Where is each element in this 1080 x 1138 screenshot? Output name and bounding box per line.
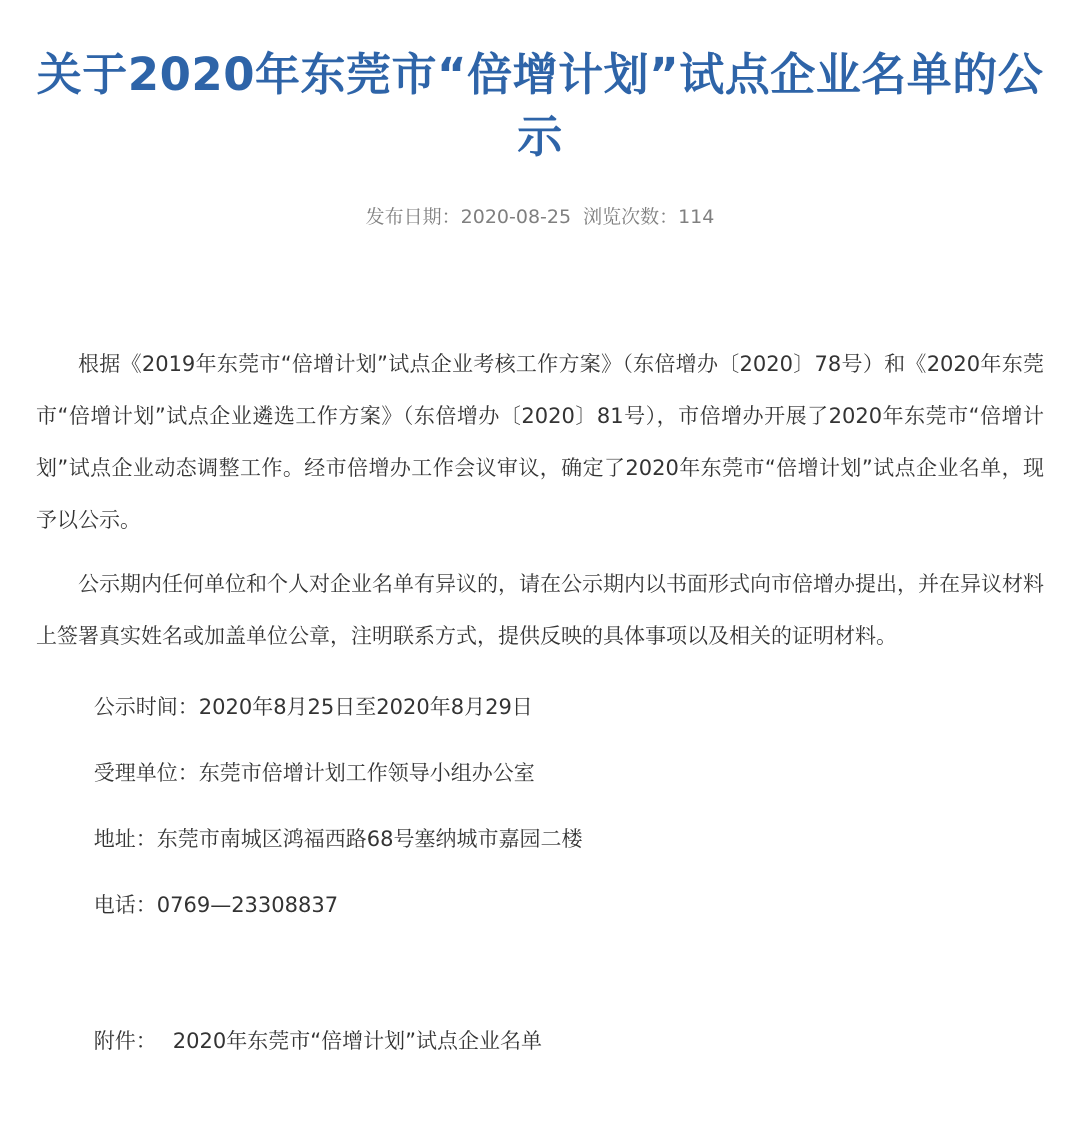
view-count-value: 114 bbox=[678, 206, 715, 228]
article-body bbox=[36, 338, 1044, 1056]
view-count-label: 浏览次数： bbox=[583, 206, 679, 228]
publish-date-value: 2020-08-25 bbox=[460, 206, 572, 228]
notice-period: 公示时间：2020年8月25日至2020年8月29日 bbox=[93, 695, 533, 719]
attachment bbox=[36, 1026, 1044, 1056]
body-paragraph-basis: 根据《2019年东莞市“倍增计划”试点企业考核工作方案》（东倍增办〔2020〕78号）和《2020年东莞市“倍增计划”试点企业遴选工作方案》（东倍增办〔2020〕81号），市倍增办开展了2020年东莞市“倍增计划”试点企业动态调整工作。经市倍增办工作会议审议，确定了2020年东莞市“倍增计划”试点企业名单，现予以公示。 bbox=[36, 352, 1044, 532]
page-title: 关于2020年东莞市“倍增计划”试点企业名单的公示 bbox=[36, 48, 1044, 163]
publish-date-label: 发布日期： bbox=[365, 206, 461, 228]
attachment-label: 附件： bbox=[93, 1029, 157, 1053]
contact-phone: 电话：0769—23308837 bbox=[93, 893, 339, 917]
accepting-office: 受理单位：东莞市倍增计划工作领导小组办公室 bbox=[93, 761, 535, 785]
body-paragraph-objection: 公示期内任何单位和个人对企业名单有异议的，请在公示期内以书面形式向市倍增办提出，并在异议材料上签署真实姓名或加盖单位公章，注明联系方式，提供反映的具体事项以及相关的证明材料。 bbox=[36, 572, 1044, 648]
office-address: 地址：东莞市南城区鸿福西路68号塞纳城市嘉园二楼 bbox=[93, 827, 583, 851]
article-meta bbox=[36, 204, 1044, 230]
attachment-link[interactable]: 2020年东莞市“倍增计划”试点企业名单 bbox=[172, 1029, 542, 1053]
